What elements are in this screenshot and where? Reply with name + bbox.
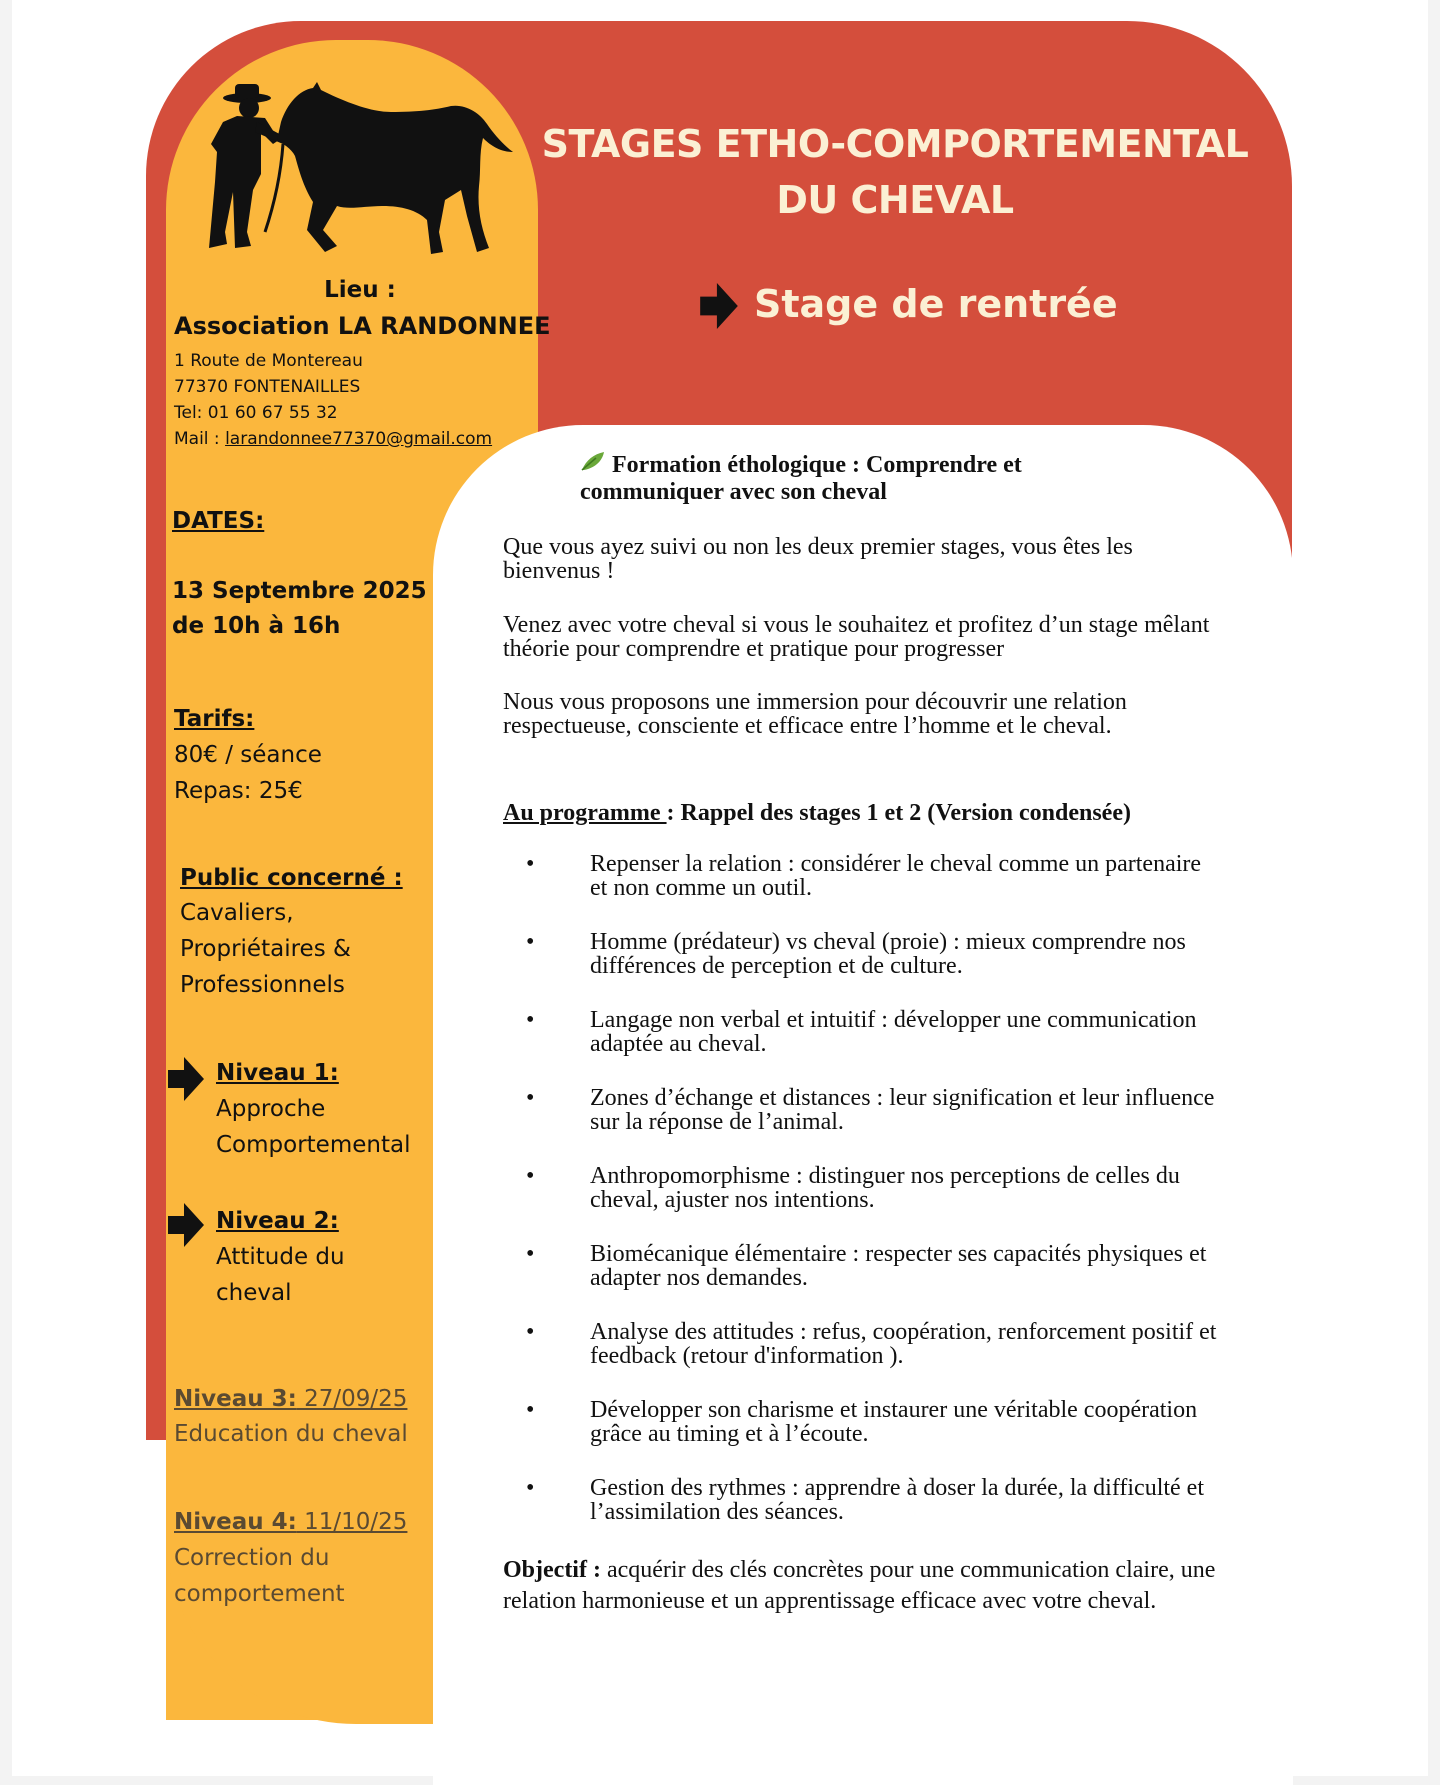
programme-list (520, 852, 1220, 1554)
dates-title: DATES: (172, 508, 265, 534)
audience-item: Propriétaires & (180, 936, 351, 962)
list-item-text: Anthropomorphisme : distinguer nos perceptions de celles du cheval, ajuster nos intentions. (590, 1163, 1180, 1213)
level-2-desc: cheval (216, 1280, 292, 1306)
level-2-desc: Attitude du (216, 1244, 345, 1270)
objective-paragraph (503, 1555, 1223, 1617)
bullet-icon: • (526, 1475, 535, 1501)
list-item-text: Gestion des rythmes : apprendre à doser la durée, la difficulté et l’assimilation des séances. (590, 1475, 1205, 1525)
list-item (520, 1164, 1220, 1242)
title-line-2: DU CHEVAL (776, 178, 1014, 222)
page-title (540, 116, 1250, 228)
tarif-meal: Repas: 25€ (174, 778, 303, 804)
level-3-desc: Education du cheval (174, 1421, 408, 1447)
list-item (520, 1008, 1220, 1086)
list-item-text: Homme (prédateur) vs cheval (proie) : mieux comprendre nos différences de perception et de culture. (590, 929, 1186, 979)
leaf-icon (580, 450, 606, 479)
bullet-icon: • (526, 1241, 535, 1267)
date-hours: de 10h à 16h (172, 613, 341, 639)
formation-title: Formation éthologique : Comprendre et communiquer avec son cheval (580, 452, 1022, 505)
level-4-title (174, 1509, 407, 1535)
right-arrow-icon (168, 1057, 204, 1101)
address-line-2: 77370 FONTENAILLES (174, 377, 361, 397)
level-4-label: Niveau 4: (174, 1509, 297, 1535)
level-1-desc: Approche (216, 1096, 326, 1122)
list-item-text: Langage non verbal et intuitif : développer une communication adaptée au cheval. (590, 1007, 1197, 1057)
stage-subtitle: Stage de rentrée (754, 282, 1118, 326)
audience-title: Public concerné : (180, 865, 403, 891)
list-item (520, 1320, 1220, 1398)
intro-paragraph: Venez avec votre cheval si vous le souhaitez et profitez d’un stage mêlant théorie pour comprendre et pratique pour progresser (503, 612, 1210, 662)
tarifs-title: Tarifs: (174, 706, 255, 732)
formation-heading (580, 450, 1100, 506)
list-item-text: Repenser la relation : considérer le cheval comme un partenaire et non comme un outil. (590, 851, 1202, 901)
right-arrow-icon (168, 1203, 204, 1247)
programme-heading (503, 800, 1131, 827)
list-item (520, 930, 1220, 1008)
bullet-icon: • (526, 1163, 535, 1189)
email-link[interactable]: larandonnee77370@gmail.com (225, 429, 493, 449)
title-line-1: STAGES ETHO-COMPORTEMENTAL (541, 122, 1249, 166)
programme-subtitle: : Rappel des stages 1 et 2 (Version condensée) (666, 800, 1131, 826)
intro-paragraph: Nous vous proposons une immersion pour découvrir une relation respectueuse, consciente et efficace entre l’homme et le cheval. (503, 689, 1127, 739)
list-item-text: Analyse des attitudes : refus, coopération, renforcement positif et feedback (retour d'information ). (590, 1319, 1217, 1369)
level-3-date: 27/09/25 (296, 1386, 408, 1412)
bullet-icon: • (526, 929, 535, 955)
bullet-icon: • (526, 851, 535, 877)
level-1-desc: Comportemental (216, 1132, 411, 1158)
address-line-1: 1 Route de Montereau (174, 351, 363, 371)
location-title: Lieu : (324, 277, 396, 303)
tarif-session: 80€ / séance (174, 742, 322, 768)
list-item-text: Biomécanique élémentaire : respecter ses capacités physiques et adapter nos demandes. (590, 1241, 1207, 1291)
list-item (520, 852, 1220, 930)
objective-text: acquérir des clés concrètes pour une communication claire, une relation harmonieuse et un apprentissage efficace avec votre cheval. (503, 1557, 1216, 1614)
programme-label: Au programme (503, 800, 667, 826)
right-arrow-icon (700, 283, 738, 329)
content-panel-edge (433, 1480, 493, 1780)
bullet-icon: • (526, 1007, 535, 1033)
association-name: Association LA RANDONNEE (174, 312, 551, 340)
date-day: 13 Septembre 2025 (172, 578, 427, 604)
phone-number: Tel: 01 60 67 55 32 (174, 403, 338, 423)
objective-label: Objectif : (503, 1557, 601, 1583)
bullet-icon: • (526, 1397, 535, 1423)
level-4-desc: comportement (174, 1581, 345, 1607)
audience-item: Cavaliers, (180, 900, 294, 926)
list-item (520, 1086, 1220, 1164)
level-4-desc: Correction du (174, 1545, 330, 1571)
level-2-title: Niveau 2: (216, 1208, 339, 1234)
list-item (520, 1242, 1220, 1320)
level-3-label: Niveau 3: (174, 1386, 297, 1412)
intro-paragraph: Que vous ayez suivi ou non les deux premier stages, vous êtes les bienvenus ! (503, 534, 1133, 584)
horse-and-rider-silhouette-icon (195, 82, 525, 262)
email-line (174, 426, 492, 452)
bullet-icon: • (526, 1319, 535, 1345)
level-4-date: 11/10/25 (296, 1509, 408, 1535)
email-label: Mail : (174, 429, 226, 449)
list-item-text: Zones d’échange et distances : leur signification et leur influence sur la réponse de l’animal. (590, 1085, 1215, 1135)
list-item-text: Développer son charisme et instaurer une véritable coopération grâce au timing et à l’écoute. (590, 1397, 1198, 1447)
audience-item: Professionnels (180, 972, 345, 998)
list-item (520, 1476, 1220, 1554)
level-3-title (174, 1386, 407, 1412)
list-item (520, 1398, 1220, 1476)
level-1-title: Niveau 1: (216, 1060, 339, 1086)
bullet-icon: • (526, 1085, 535, 1111)
